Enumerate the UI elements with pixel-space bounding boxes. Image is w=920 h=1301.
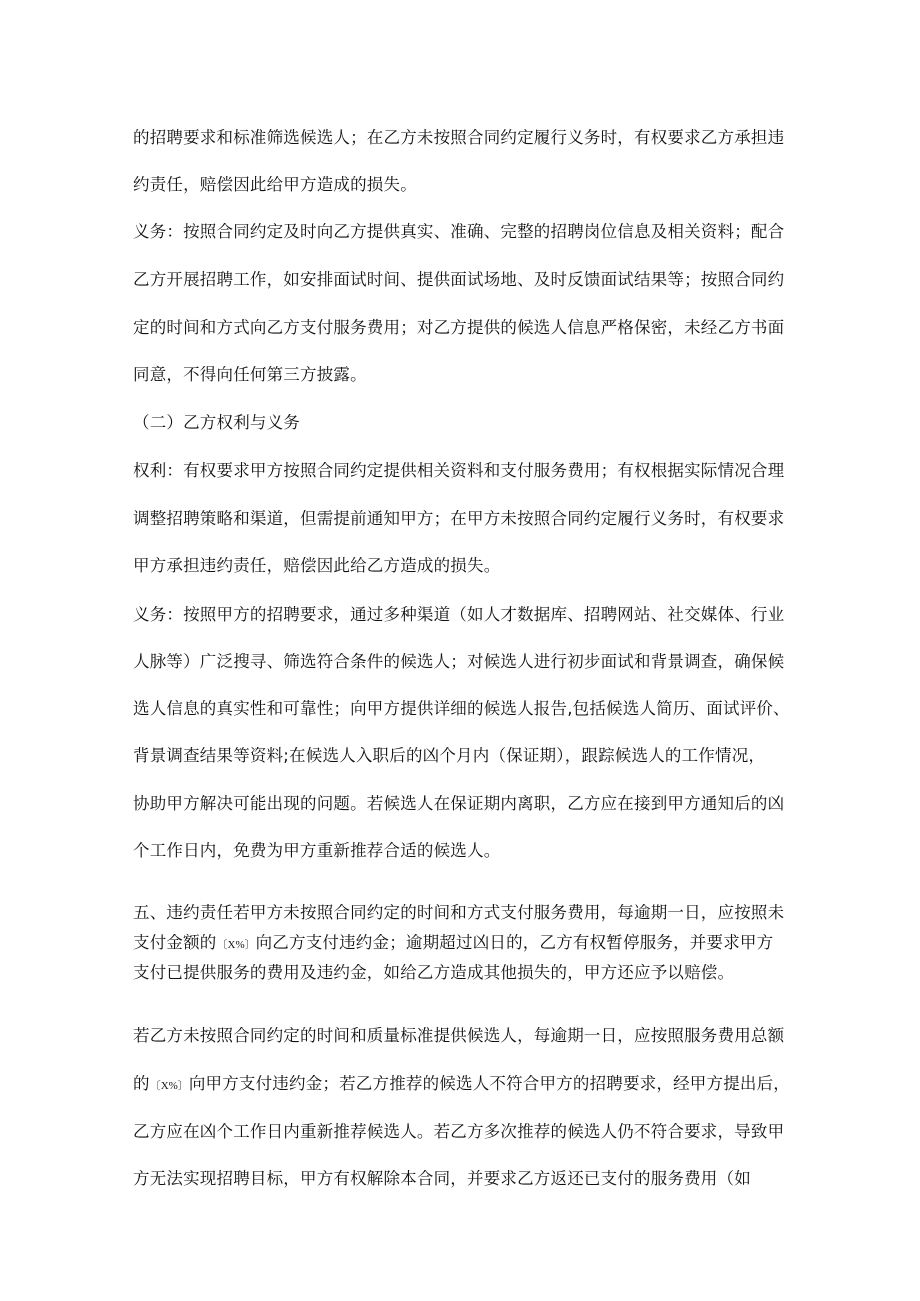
text-line: 乙方应在凶个工作日内重新推荐候选人。若乙方多次推荐的候选人仍不符合要求，导致甲	[133, 1122, 785, 1141]
text-fragment: 支付金额的	[133, 933, 217, 952]
text-line: 五、违约责任若甲方未按照合同约定的时间和方式支付服务费用，每逾期一日，应按照未	[133, 903, 785, 922]
text-line: 个工作日内，免费为甲方重新推荐合适的候选人。	[133, 841, 501, 860]
text-fragment: 向乙方支付违约金；逾期超过凶日的，乙方有权暂停服务，并要求甲方	[255, 933, 774, 952]
text-line: 支付已提供服务的费用及违约金，如给乙方造成其他损失的，甲方还应予以赔偿。	[133, 963, 735, 982]
text-line: 定的时间和方式向乙方支付服务费用；对乙方提供的候选人信息严格保密，未经乙方书面	[133, 318, 785, 337]
text-fragment: 的	[133, 1074, 150, 1093]
text-line: 权利：有权要求甲方按照合同约定提供相关资料和支付服务费用；有权根据实际情况合理	[133, 461, 785, 480]
section-heading: （二）乙方权利与义务	[133, 413, 300, 432]
text-line: 义务：按照甲方的招聘要求，通过多种渠道（如人才数据库、招聘网站、社交媒体、行业	[133, 605, 785, 624]
text-line: 选人信息的真实性和可靠性；向甲方提供详细的候选人报告,包括候选人简历、面试评价、	[133, 699, 790, 718]
text-line: 人脉等）广泛搜寻、筛选符合条件的候选人；对候选人进行初步面试和背景调查，确保候	[133, 652, 785, 671]
rate-placeholder: 〔X%〕	[149, 1080, 189, 1092]
text-line: 乙方开展招聘工作，如安排面试时间、提供面试场地、及时反馈面试结果等；按照合同约	[133, 270, 785, 289]
text-line	[133, 932, 773, 956]
text-line: 调整招聘策略和渠道，但需提前通知甲方；在甲方未按照合同约定履行义务时，有权要求	[133, 509, 785, 528]
text-line: 方无法实现招聘目标，甲方有权解除本合同，并要求乙方返还已支付的服务费用（如	[133, 1169, 751, 1188]
text-line: 约责任，赔偿因此给甲方造成的损失。	[133, 175, 417, 194]
text-line: 义务：按照合同约定及时向乙方提供真实、准确、完整的招聘岗位信息及相关资料；配合	[133, 222, 785, 241]
text-line	[133, 1073, 790, 1097]
text-line: 的招聘要求和标准筛选候选人；在乙方未按照合同约定履行义务时，有权要求乙方承担违	[133, 128, 785, 147]
text-line: 协助甲方解决可能出现的问题。若候选人在保证期内离职，乙方应在接到甲方通知后的凶	[133, 794, 785, 813]
rate-placeholder: 〔X%〕	[216, 939, 256, 951]
text-line: 背景调查结果等资料;在候选人入职后的凶个月内（保证期），跟踪候选人的工作情况，	[133, 746, 766, 765]
text-line: 同意，不得向任何第三方披露。	[133, 365, 367, 384]
text-fragment: 向甲方支付违约金；若乙方推荐的候选人不符合甲方的招聘要求，经甲方提出后，	[188, 1074, 791, 1093]
text-line: 甲方承担违约责任，赔偿因此给乙方造成的损失。	[133, 556, 501, 575]
text-line: 若乙方未按照合同约定的时间和质量标准提供候选人，每逾期一日，应按照服务费用总额	[133, 1026, 785, 1045]
